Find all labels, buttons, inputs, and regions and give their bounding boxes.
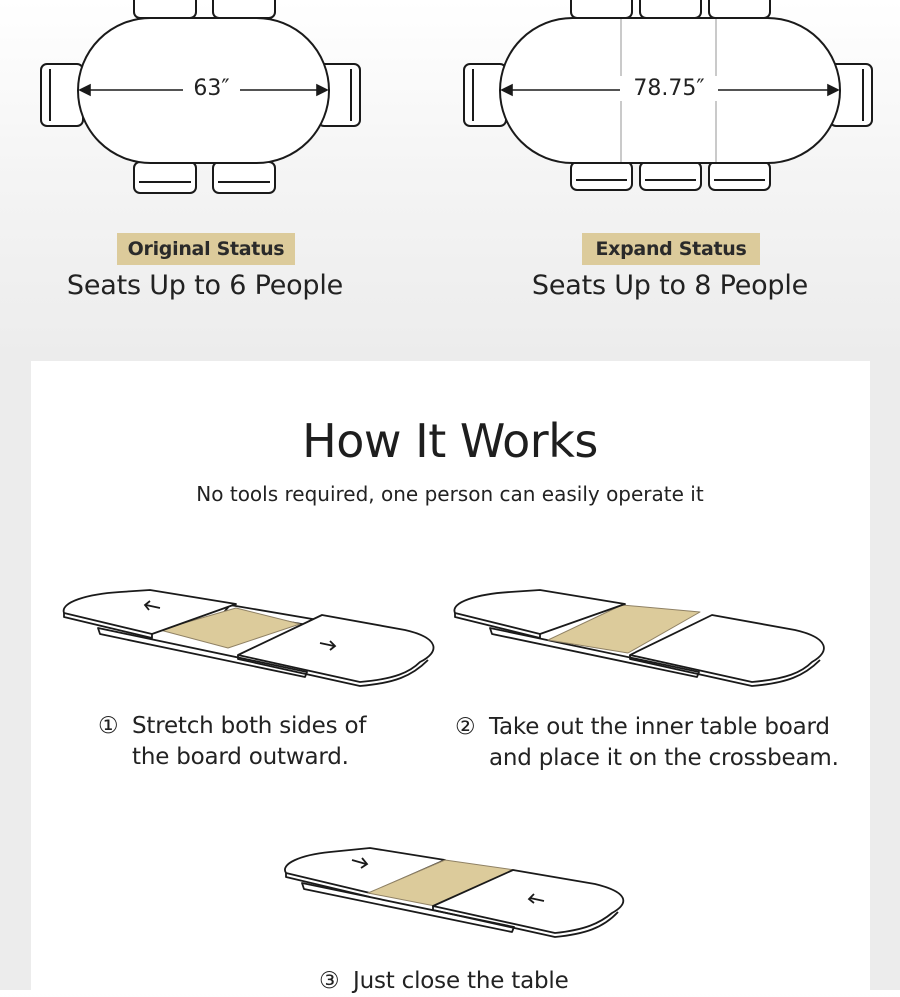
step-1-illustration — [55, 580, 445, 690]
chair — [571, 0, 632, 18]
chair — [134, 0, 196, 18]
expand-status-badge: Expand Status — [582, 233, 760, 265]
chair — [709, 162, 770, 190]
step-2-text: ② Take out the inner table board and place it on the crossbeam. — [455, 714, 839, 771]
step-2-number: ② — [455, 714, 476, 740]
step-1-text: ① Stretch both sides of the board outward. — [98, 713, 367, 770]
step-2-illustration — [448, 580, 838, 690]
chair — [134, 162, 196, 193]
original-seats-text: Seats Up to 6 People — [66, 270, 344, 301]
how-it-works-subtitle: No tools required, one person can easily operate it — [196, 482, 704, 506]
chair — [571, 162, 632, 190]
step-1-number: ① — [98, 713, 119, 739]
step-3-text: ③ Just close the table — [319, 966, 569, 997]
chair — [213, 162, 275, 193]
chair — [41, 64, 83, 126]
chair — [640, 162, 701, 190]
original-dimension-label: 63″ — [193, 76, 230, 101]
chair — [213, 0, 275, 18]
original-status-badge: Original Status — [117, 233, 295, 265]
expanded-seats-text: Seats Up to 8 People — [531, 270, 809, 301]
how-it-works-title: How It Works — [302, 414, 598, 468]
chair — [640, 0, 701, 18]
step-3-illustration — [278, 840, 638, 940]
step-3-number: ③ — [319, 968, 340, 994]
expanded-dimension-label: 78.75″ — [620, 76, 718, 101]
chair — [709, 0, 770, 18]
